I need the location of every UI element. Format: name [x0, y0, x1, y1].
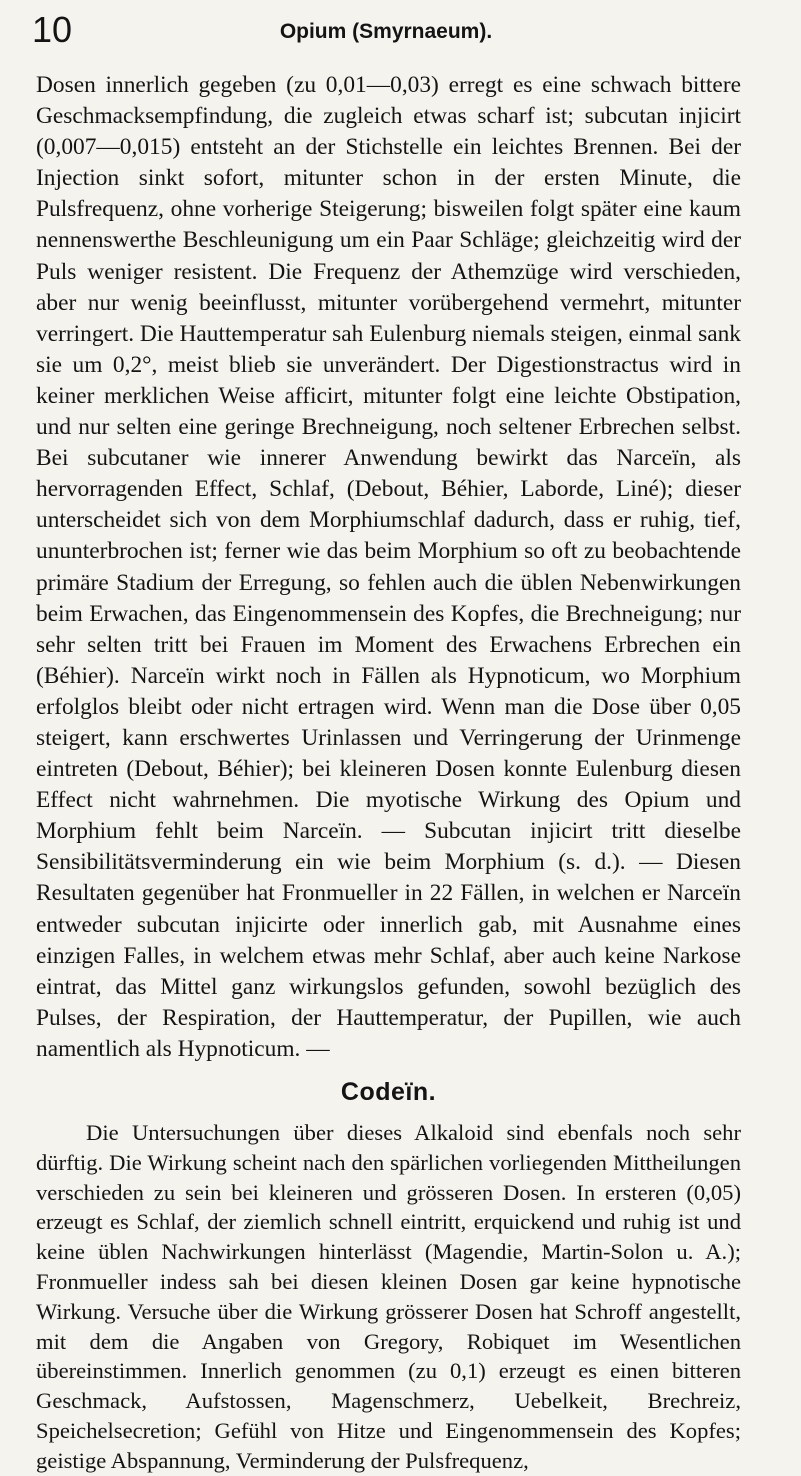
paragraph-codein-effects: Die Untersuchungen über dieses Alkaloid sind ebenfals noch sehr dürftig. Die Wirkung scheint nach den spärlichen vorliegenden Mittheilungen verschieden zu sein bei kleineren und grösseren Dosen. In ersteren (0,05) erzeugt es Schlaf, der ziemlich schnell eintritt, erquickend und ruhig ist und keine üblen Nachwirkungen hinterlässt (Magendie, Martin-Solon u. A.); Fronmueller indess sah bei diesen kleinen Dosen gar keine hypnotische Wirkung. Versuche über die Wirkung grösserer Dosen hat Schroff angestellt, mit dem die Angaben von Gregory, Robiquet im Wesentlichen übereinstimmen. Innerlich genommen (zu 0,1) erzeugt es einen bitteren Geschmack, Aufstossen, Magenschmerz, Uebelkeit, Brechreiz, Speichelsecretion; Gefühl von Hitze und Eingenommensein des Kopfes; geistige Abspannung, Verminderung der Pulsfrequenz, [36, 1120, 741, 1473]
page-number: 10 [32, 9, 73, 50]
paragraph-narcein-effects: Dosen innerlich gegeben (zu 0,01—0,03) erregt es eine schwach bittere Geschmacksempfindung, die zugleich etwas scharf ist; subcutan injicirt (0,007—0,015) entsteht an der Stichstelle ein leichtes Brennen. Bei der Injection sinkt sofort, mitunter schon in der ersten Minute, die Pulsfrequenz, ohne vorherige Steigerung; bisweilen folgt später eine kaum nennenswerthe Beschleunigung um ein Paar Schläge; gleichzeitig wird der Puls weniger resistent. Die Frequenz der Athemzüge wird verschieden, aber nur wenig beeinflusst, mitunter vorübergehend vermehrt, mitunter verringert. Die Hauttemperatur sah Eulenburg niemals steigen, einmal sank sie um 0,2°, meist blieb sie unverändert. Der Digestionstractus wird in keiner merklichen Weise afficirt, mitunter folgt eine leichte Obstipation, und nur selten eine geringe Brechneigung, noch seltener Erbrechen selbst. Bei subcutaner wie innerer Anwendung bewirkt das Narceïn, als hervorragenden Effect, Schlaf, (Debout, Béhier, Laborde, Liné); dieser unterscheidet sich von dem Morphiumschlaf dadurch, dass er ruhig, tief, ununterbrochen ist; ferner wie das beim Morphium so oft zu beobachtende primäre Stadium der Erregung, so fehlen auch die üblen Nebenwirkungen beim Erwachen, das Eingenommensein des Kopfes, die Brechneigung; nur sehr selten tritt bei Frauen im Moment des Erwachens Erbrechen ein (Béhier). Narceïn wirkt noch in Fällen als Hypnoticum, wo Morphium erfolglos bleibt oder nicht ertragen wird. Wenn man die Dose über 0,05 steigert, kann erschwertes Urinlassen und Verringerung der Urinmenge eintreten (Debout, Béhier); bei kleineren Dosen konnte Eulenburg diesen Effect nicht wahrnehmen. Die myotische Wirkung des Opium und Morphium fehlt beim Narceïn. — Subcutan injicirt tritt dieselbe Sensibilitätsverminderung ein wie beim Morphium (s. d.). — Diesen Resultaten gegenüber hat Fronmueller in 22 Fällen, in welchen er Narceïn entweder subcutan injicirte oder innerlich gab, mit Ausnahme eines einzigen Falles, in welchem etwas mehr Schlaf, aber auch keine Narkose eintrat, das Mittel ganz wirkungslos gefunden, sowohl bezüglich des Pulses, der Respiration, der Hauttemperatur, der Pupillen, wie auch namentlich als Hypnoticum. — [36, 72, 741, 1062]
running-title: Opium (Smyrnaeum). [279, 20, 493, 43]
section-heading-codein: Codeïn. [340, 1078, 437, 1106]
body-text [36, 70, 741, 1476]
page-header [26, 10, 746, 54]
